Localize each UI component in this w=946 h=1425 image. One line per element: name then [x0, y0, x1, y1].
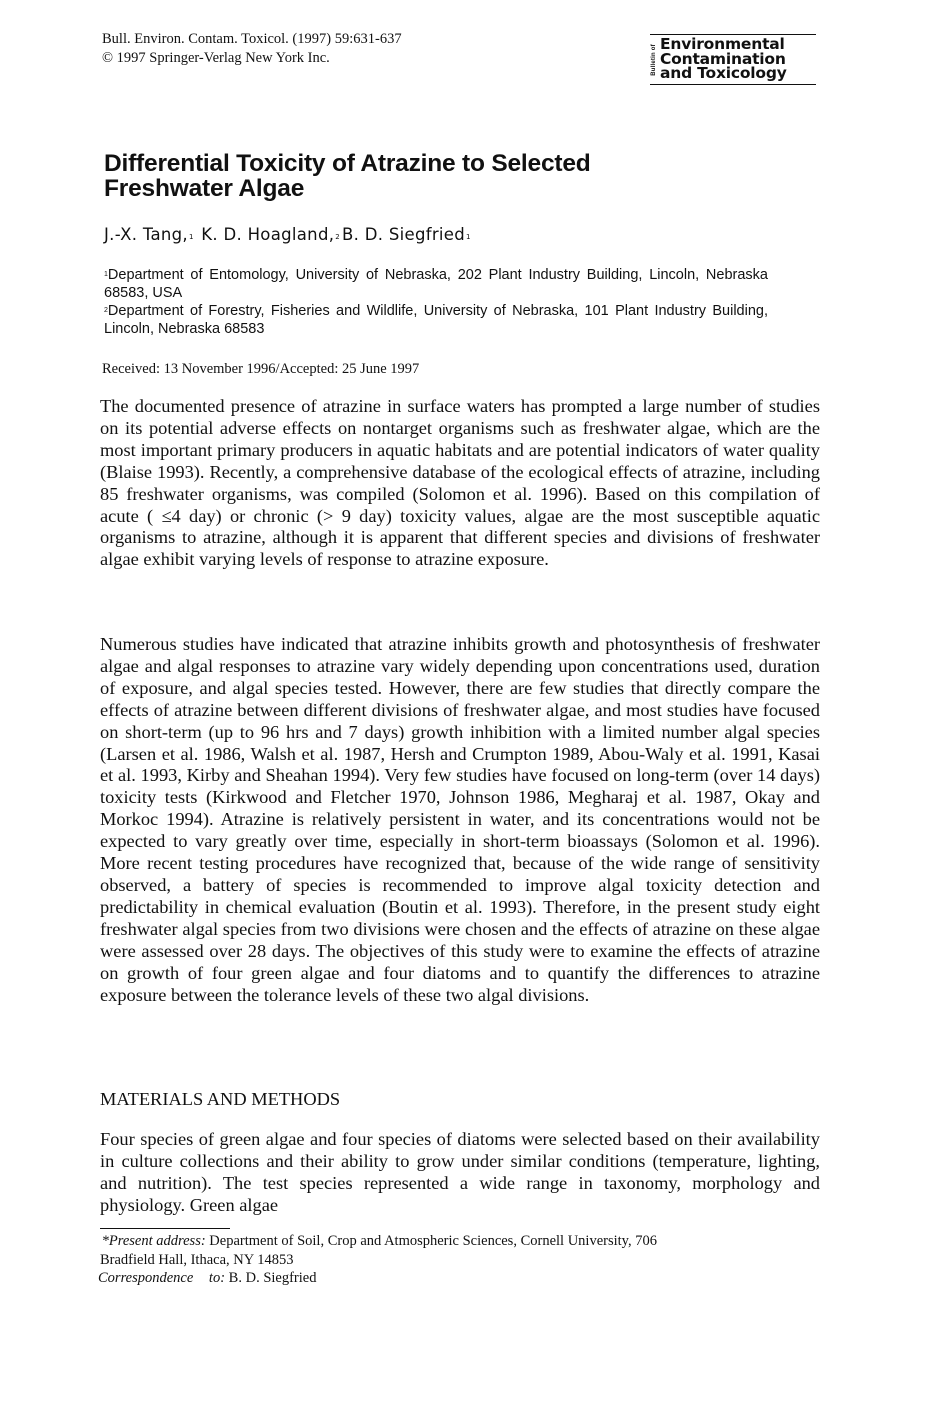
- footnote-divider: [100, 1228, 230, 1229]
- received-dates: Received: 13 November 1996/Accepted: 25 June 1997: [102, 361, 420, 377]
- logo-line-2: Contamination: [660, 49, 786, 68]
- author-affiliation-mark: 1: [466, 233, 471, 241]
- author-affiliation-mark: 1: [188, 233, 194, 241]
- footnotes: [98, 1232, 758, 1288]
- author-name: J.-X. Tang,: [104, 225, 188, 244]
- affiliation-text: Department of Forestry, Fisheries and Wildlife, University of Nebraska, 101 Plant Industry Building, Lincoln, Nebraska 68583: [104, 303, 768, 337]
- present-address-line-2: Bradfield Hall, Ithaca, NY 14853: [100, 1251, 294, 1268]
- intro-paragraph-2: [100, 634, 820, 1006]
- correspondence-footnote: [98, 1269, 758, 1288]
- section-heading-methods: MATERIALS AND METHODS: [100, 1089, 341, 1109]
- citation-line: Bull. Environ. Contam. Toxicol. (1997) 59:631-637: [102, 31, 402, 47]
- author-affiliation-mark: 2: [335, 233, 341, 241]
- affiliation-2: [104, 302, 768, 338]
- author-name: B. D. Siegfried: [342, 225, 466, 244]
- citation-block: [102, 30, 402, 68]
- affiliation-1: [104, 266, 768, 302]
- title-line-1: Differential Toxicity of Atrazine to Selected: [104, 150, 591, 177]
- article-title: [104, 151, 804, 201]
- affiliation-text: Department of Entomology, University of Nebraska, 202 Plant Industry Building, Lincoln, Nebraska 68583, USA: [104, 267, 768, 301]
- paragraph-text: Numerous studies have indicated that atrazine inhibits growth and photosynthesis of freshwater algae and algal responses to atrazine vary widely depending upon concentrations used, duration of exposure, and algal species tested. However, there are few studies that directly compare the effects of atrazine between different divisions of freshwater algae, and most studies have focused on short-term (up to 96 hrs and 7 days) growth inhibition with a limited number algal species (Larsen et al. 1986, Walsh et al. 1987, Hersh and Crumpton 1989, Abou-Waly et al. 1991, Kasai et al. 1993, Kirby and Sheahan 1994). Very few studies have focused on long-term (over 14 days) toxicity tests (Kirkwood and Fletcher 1970, Johnson 1986, Megharaj et al. 1987, Okay and Morkoc 1994). Atrazine is relatively persistent in water, and its concentrations would not be expected to vary greatly over time, especially in short-term bioassays (Solomon et al. 1996). More recent testing procedures have recognized that, because of the wide range of sensitivity observed, a battery of species is recommended to improve algal toxicity detection and predictability in chemical evaluation (Boutin et al. 1993). Therefore, in the present study eight freshwater algal species from two divisions were chosen and the effects of atrazine on these algae were assessed over 28 days. The objectives of this study were to examine the effects of atrazine on growth of four green algae and four diatoms and to quantify the differences to atrazine exposure between the tolerance levels of these two algal divisions.: [100, 634, 820, 1005]
- present-address-footnote: [98, 1232, 758, 1251]
- affiliation-mark: 1: [104, 271, 108, 278]
- footnote-label: Correspondence to:: [98, 1270, 226, 1286]
- methods-paragraph-1: [100, 1129, 820, 1217]
- logo-text: [660, 37, 787, 81]
- intro-paragraph-1: [100, 396, 820, 571]
- journal-logo: [648, 34, 816, 86]
- copyright-line: © 1997 Springer-Verlag New York Inc.: [102, 50, 330, 66]
- logo-line-1: Environmental: [660, 35, 785, 53]
- paragraph-text: The documented presence of atrazine in surface waters has prompted a large number of studies on its potential adverse effects on nontarget organisms such as freshwater algae, which are the most important primary producers in aquatic habitats and are potential indicators of water quality (Blaise 1993). Recently, a comprehensive database of the ecological effects of atrazine, including 85 freshwater organisms, was compiled (Solomon et al. 1996). Based on this compilation of acute ( ≤4 day) or chronic (> 9 day) toxicity values, algae are the most susceptible aquatic organisms to atrazine, although it is apparent that different species and divisions of freshwater algae exhibit varying levels of response to atrazine exposure.: [100, 396, 820, 570]
- footnote-label: *Present address:: [101, 1233, 206, 1249]
- title-line-2: Freshwater Algae: [104, 175, 305, 202]
- correspondence-name: B. D. Siegfried: [228, 1270, 317, 1286]
- logo-bottom-rule: [650, 84, 816, 85]
- author-name: K. D. Hoagland,: [201, 225, 335, 244]
- footnote-text: Department of Soil, Crop and Atmospheric Sciences, Cornell University, 706: [209, 1233, 657, 1249]
- paragraph-text: Four species of green algae and four species of diatoms were selected based on their availability in culture collections and their ability to grow under similar conditions (temperature, lighting, and nutrition). The test species represented a wide range in taxonomy, morphology and physiology. Green algae: [100, 1129, 820, 1215]
- affiliations: [104, 266, 768, 338]
- logo-prefix: Bulletin of: [651, 44, 657, 76]
- author-list: [104, 224, 473, 246]
- affiliation-mark: 2: [104, 307, 108, 314]
- logo-line-3: and Toxicology: [660, 64, 787, 82]
